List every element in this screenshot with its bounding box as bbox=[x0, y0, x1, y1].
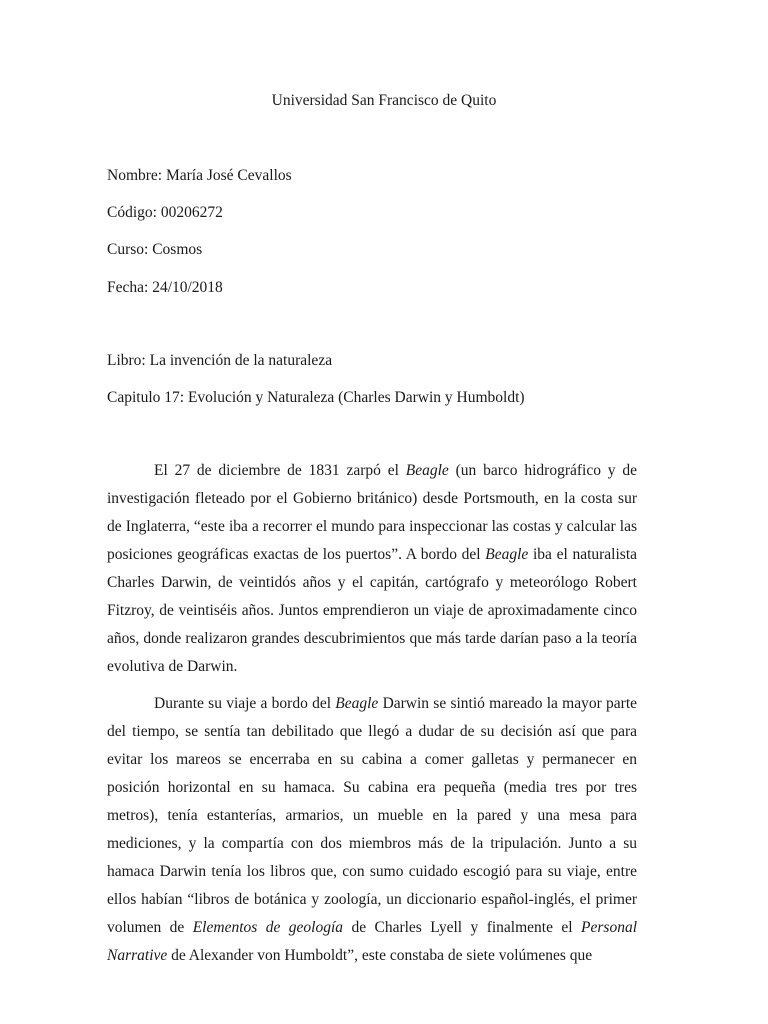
paragraph-2 bbox=[107, 690, 637, 970]
course-name: Curso: Cosmos bbox=[107, 241, 203, 258]
student-code: Código: 00206272 bbox=[107, 204, 223, 221]
text-segment: iba el naturalista Charles Darwin, de veintidós años y el capitán, cartógrafo y meteorólogo Robert Fitzroy, de veintiséis años. Juntos emprendieron un viaje de aproximadamente cinco años, donde realizaron grandes descubrimientos que más tarde darían paso a la teoría evolutiva de Darwin. bbox=[107, 546, 638, 675]
italic-text: Elementos de geología bbox=[192, 919, 344, 936]
italic-text: Beagle bbox=[405, 462, 449, 479]
text-segment: Durante su viaje a bordo del bbox=[154, 695, 336, 712]
essay-body bbox=[107, 457, 637, 970]
book-title: Libro: La invención de la naturaleza bbox=[107, 352, 333, 369]
text-segment: (un barco hidrográfico y de investigación fleteado por el Gobierno británico) desde Portsmouth, en la costa sur de Inglaterra, “este iba a recorrer el mundo para inspeccionar las costas y calcular las posiciones geográficas exactas de los puertos”. A bordo del bbox=[107, 462, 637, 563]
text-segment: El 27 de diciembre de 1831 zarpó el bbox=[154, 462, 406, 479]
italic-text: Beagle bbox=[485, 546, 529, 563]
date-field: Fecha: 24/10/2018 bbox=[107, 279, 223, 296]
paragraph-1 bbox=[107, 457, 637, 681]
chapter-title: Capitulo 17: Evolución y Naturaleza (Charles Darwin y Humboldt) bbox=[107, 389, 525, 406]
italic-text: Personal Narrative bbox=[107, 919, 637, 964]
text-segment: de Alexander von Humboldt”, este constaba de siete volúmenes que bbox=[167, 947, 593, 964]
student-name: Nombre: María José Cevallos bbox=[107, 167, 292, 184]
text-segment: de Charles Lyell y finalmente el bbox=[343, 919, 582, 936]
italic-text: Beagle bbox=[335, 695, 379, 712]
university-title: Universidad San Francisco de Quito bbox=[271, 92, 497, 109]
text-segment: Darwin se sintió mareado la mayor parte del tiempo, se sentía tan debilitado que llegó a dudar de su decisión así que para evitar los mareos se encerraba en su cabina a comer galletas y permanecer en posición horizontal en su hamaca. Su cabina era pequeña (media tres por tres metros), tenía estanterías, armarios, un mueble en la pared y una mesa para mediciones, y la compartía con dos miembros más de la tripulación. Junto a su hamaca Darwin tenía los libros que, con sumo cuidado escogió para su viaje, entre ellos habían “libros de botánica y zoología, un diccionario español-inglés, el primer volumen de bbox=[107, 695, 638, 936]
